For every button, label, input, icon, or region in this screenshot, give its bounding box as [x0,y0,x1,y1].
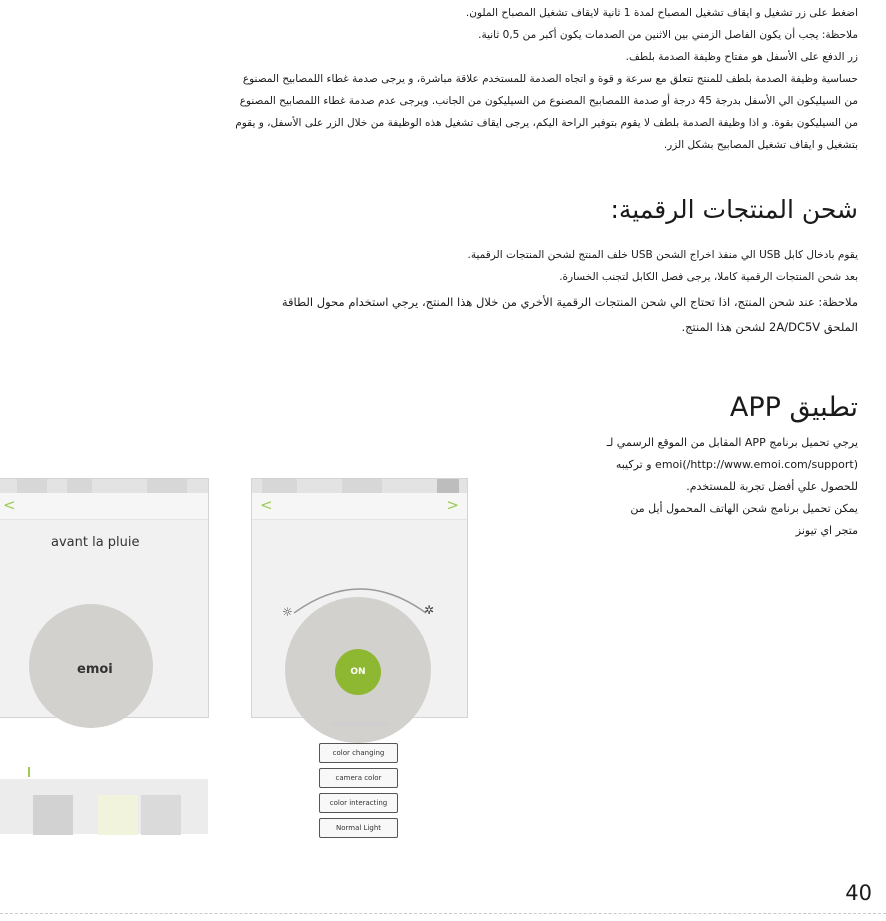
intro-paragraph [10,2,858,156]
mode-button-camera-color[interactable]: camera color [319,768,398,788]
app-heading: تطبيق APP [729,392,858,423]
app-paragraph [478,432,858,542]
app-line: متجر اي تيونز [795,524,858,537]
intro-line: زر الدفع على الأسفل هو مفتاح وظيفة الصدمة بلطف. [625,51,858,63]
mode-button-color-changing[interactable]: color changing [319,743,398,763]
charging-note [10,290,858,340]
intro-line: بتشغيل و ايقاف تشغيل المصابيح بشكل الزر. [663,139,858,151]
intro-line: اضغط على زر تشغيل و ايقاف تشغيل المصباح لمدة 1 ثانية لايقاف تشغيل المصباح الملون. [465,7,858,19]
intro-line: حساسية وظيفة الصدمة بلطف للمنتج تتعلق مع سرعة و قوة و اتجاه الصدمة للمستخدم علاقة مباشرة، و يرجى صدمة غطاء اللمصابيح المصنوع [242,73,858,85]
power-on-button[interactable]: ON [335,649,381,695]
app-line: يرجي تحميل برنامج APP المقابل من الموقع الرسمي لـ [606,436,858,449]
app-url-line: (http://www.emoi.com/support/)emoi و تركيبه [615,458,858,471]
mode-button-color-interacting[interactable]: color interacting [319,793,398,813]
status-bar [0,479,208,493]
app-screenshot-scene [0,478,209,718]
footer-divider [0,913,886,914]
charging-note-line: الملحق 2A/DC5V لشحن هذا المنتج. [681,320,858,334]
slider-tick [28,767,30,777]
app-line: يمكن تحميل برنامج شحن الهاتف المحمول أيل من [630,502,858,515]
intro-line: من السيليكون بقوة. و اذا وظيفة الصدمة بلطف لا يقوم بتوفير الراحة اليكم، يرجى ايقاف تشغيل هذه الوظيفة من خلال الزر على الأسفل، و يقوم [235,117,858,129]
charging-paragraph [10,244,858,340]
charging-line: يقوم بادخال كابل USB الي منفذ اخراج الشحن USB خلف المنتج لشحن المنتجات الرقمية. [467,249,858,261]
intro-line: ملاحظة: يجب أن يكون الفاصل الزمني بين الاثنين من الصدمات يكون أكبر من 0,5 ثانية. [478,29,858,41]
app-line: للحصول علي أفضل تجربة للمستخدم. [686,480,858,493]
scene-swatch[interactable] [141,795,181,835]
emoi-logo: emoi [77,662,113,677]
forward-arrow-icon[interactable]: > [446,496,459,514]
charging-line: بعد شحن المنتجات الرقمية كاملا، يرجى فصل الكابل لتجنب الخسارة. [559,271,858,283]
mode-caption-bar [330,722,390,726]
back-arrow-icon[interactable]: < [260,496,273,514]
charging-note-line: ملاحظة: عند شحن المنتج، اذا تحتاج الي شحن المنتجات الرقمية الأخري من خلال هذا المنتج، يرجي استخدام محول الطاقة [281,295,858,309]
nav-bar [0,493,208,520]
back-arrow-icon[interactable]: < [3,496,16,514]
intro-line: من السيليكون الي الأسفل بدرجة 45 درجة أو صدمة اللمصابيح المصنوع من السيليكون من الجانب. ويرجى عدم صدمة غطاء اللمصابيح المصنوع [239,95,858,107]
app-screenshot-control [251,478,468,832]
charging-heading: شحن المنتجات الرقمية: [610,195,858,224]
scene-swatch[interactable] [98,795,138,835]
status-bar [252,479,467,493]
scene-title: avant la pluie [51,535,140,550]
mode-button-normal-light[interactable]: Normal Light [319,818,398,838]
page-number: 40 [845,881,872,905]
bright-sun-icon: ✲ [424,603,435,617]
scene-swatch[interactable] [33,795,73,835]
dim-sun-icon: ☼ [282,605,293,619]
nav-bar [252,493,467,520]
